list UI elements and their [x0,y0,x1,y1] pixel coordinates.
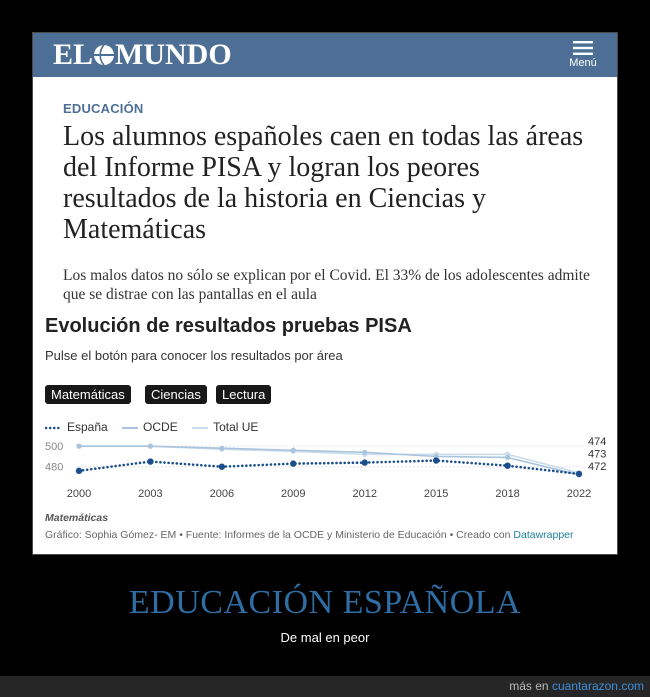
datawrapper-link[interactable]: Datawrapper [513,529,574,541]
data-point [148,444,153,449]
legend-label-ocde: OCDE [143,420,178,434]
series-line-españa [79,461,579,474]
data-point [219,464,225,470]
data-point [76,444,81,449]
x-tick-label: 2000 [66,488,92,499]
x-tick-label: 2015 [423,488,449,499]
bottom-bar [0,676,650,697]
end-value-label: 472 [588,461,607,473]
chart-credit-text: Gráfico: Sophia Gómez- EM • Fuente: Informes de la OCDE y Ministerio de Educación • Creado con [45,529,514,541]
dotted-line-icon [45,425,63,431]
data-point [505,455,510,460]
data-point [290,460,296,466]
logo-text-left: EL [53,38,94,71]
chart-title: Evolución de resultados pruebas PISA [45,315,412,337]
y-tick-label: 480 [45,461,64,474]
data-point [433,457,439,463]
line-icon [191,425,209,431]
x-tick-label: 2022 [566,488,592,499]
credit-prefix: más en [509,679,552,693]
button-ciencias[interactable]: Ciencias [145,385,207,404]
caption-title: EDUCACIÓN ESPAÑOLA [128,584,522,621]
hamburger-icon [573,41,593,55]
logo-text-right: MUNDO [115,38,232,71]
legend-item-ocde [121,420,178,434]
series-line-ocde [79,446,579,475]
data-point [76,468,82,474]
button-lectura[interactable]: Lectura [216,385,271,404]
x-tick-label: 2018 [495,488,520,499]
chart-footer-area: Matemáticas [45,512,109,524]
data-point [362,459,368,465]
end-value-label: 473 [588,448,607,461]
data-point [147,458,153,464]
line-icon [121,425,139,431]
chart-legend [45,420,268,434]
legend-label-total-ue: Total UE [213,420,259,434]
section-label[interactable]: EDUCACIÓN [63,101,144,116]
menu-button[interactable] [563,41,603,69]
globe-icon [93,44,115,66]
caption-subtitle: De mal en peor [280,630,370,645]
legend-item-total-ue [191,420,258,434]
chart-subtitle: Pulse el botón para conocer los resultados por área [45,348,343,363]
x-tick-label: 2012 [352,488,377,499]
series-line-total-ue [79,446,579,473]
data-point [291,448,296,453]
article-lede: Los malos datos no sólo se explican por el Covid. El 33% de los adolescentes admite que se distrae con las pantallas en el aula [63,267,590,303]
end-value-label: 474 [588,437,607,448]
site-link[interactable]: cuantarazon.com [551,679,644,693]
legend-label-espana: España [67,420,108,434]
data-point [504,462,510,468]
legend-item-espana [45,420,108,434]
y-tick-label: 500 [45,441,64,454]
article-screenshot [32,32,618,555]
site-credit [509,679,644,693]
article-headline: Los alumnos españoles caen en todas las áreas del Informe PISA y logran los peores resultados de la historia en Ciencias y Matemáticas [63,121,584,245]
data-point [362,450,367,455]
site-logo[interactable] [53,39,232,71]
line-chart [33,437,617,499]
site-header [33,33,617,77]
data-point [219,446,224,451]
button-matematicas[interactable]: Matemáticas [45,385,131,404]
chart-credit [45,529,574,541]
data-point [576,471,582,477]
menu-label: Menú [569,57,597,69]
x-tick-label: 2006 [209,488,235,499]
x-tick-label: 2009 [281,488,306,499]
x-tick-label: 2003 [138,488,163,499]
